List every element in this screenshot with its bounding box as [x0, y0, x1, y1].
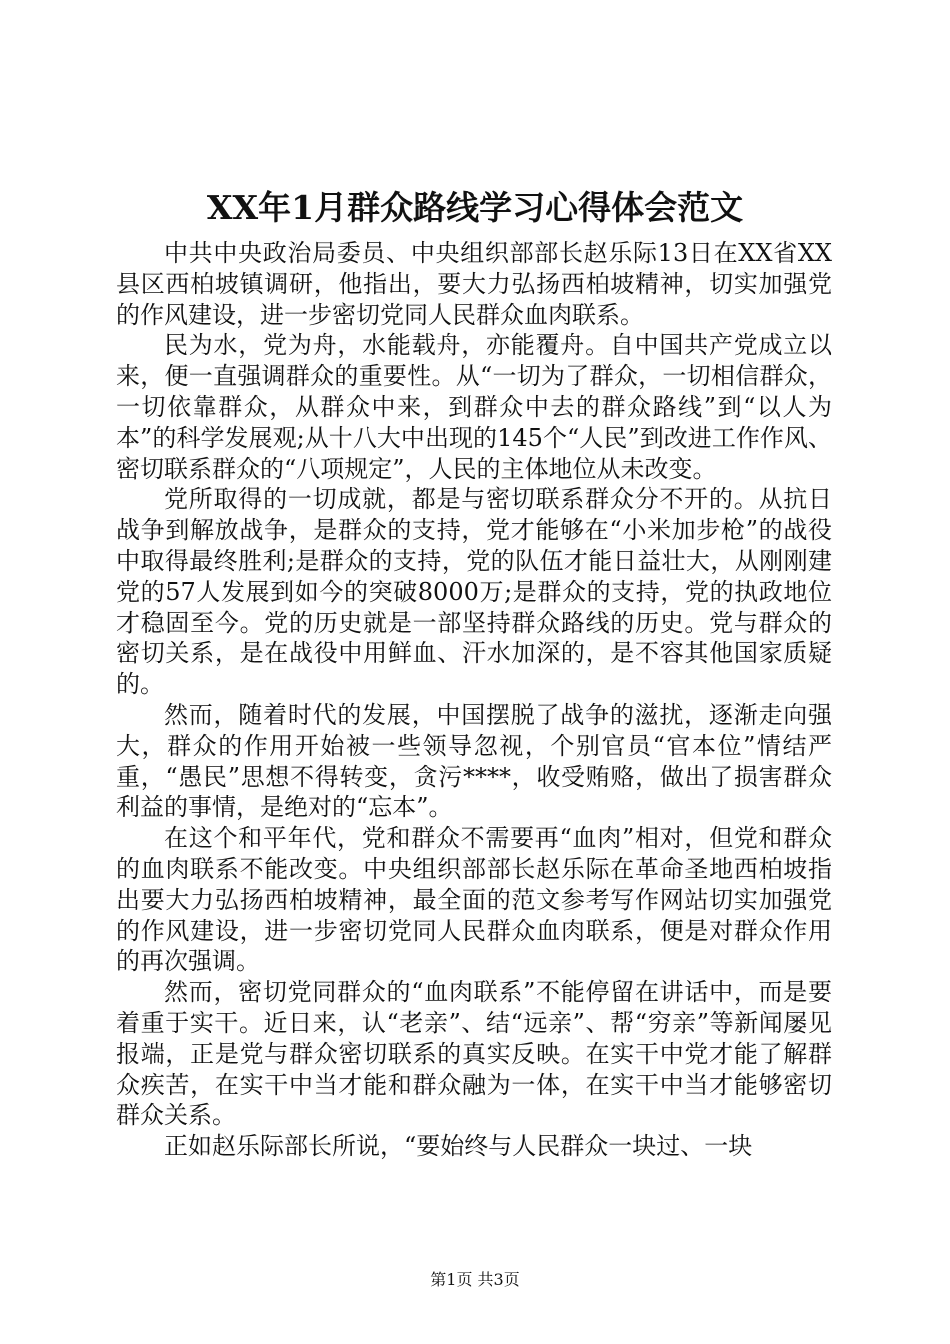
paragraph-3: 党所取得的一切成就，都是与密切联系群众分不开的。从抗日战争到解放战争，是群众的支持，党才能够在“小米加步枪”的战役中取得最终胜利;是群众的支持，党的队伍才能日益壮大，从刚刚建党的57人发展到如今的突破8000万;是群众的支持，党的执政地位才稳固至今。党的历史就是一部坚持群众路线的历史。党与群众的密切关系，是在战役中用鲜血、汗水加深的，是不容其他国家质疑的。	[116, 485, 832, 699]
paragraph-7: 正如赵乐际部长所说，“要始终与人民群众一块过、一块	[164, 1132, 753, 1161]
page-number-footer: 第1页 共3页	[430, 1270, 520, 1289]
paragraph-6: 然而，密切党同群众的“血肉联系”不能停留在讲话中，而是要着重于实干。近日来，认“老亲”、结“远亲”、帮“穷亲”等新闻屡见报端，正是党与群众密切联系的真实反映。在实干中党才能了解群众疾苦，在实干中当才能和群众融为一体，在实干中当才能够密切群众关系。	[116, 978, 832, 1130]
paragraph-5: 在这个和平年代，党和群众不需要再“血肉”相对，但党和群众的血肉联系不能改变。中央组织部部长赵乐际在革命圣地西柏坡指出要大力弘扬西柏坡精神，最全面的范文参考写作网站切实加强党的作风建设，进一步密切党同人民群众血肉联系，便是对群众作用的再次强调。	[116, 824, 832, 976]
paragraph-1: 中共中央政治局委员、中央组织部部长赵乐际13日在XX省XX县区西柏坡镇调研，他指出，要大力弘扬西柏坡精神，切实加强党的作风建设，进一步密切党同人民群众血肉联系。	[116, 239, 832, 329]
paragraph-2: 民为水，党为舟，水能载舟，亦能覆舟。自中国共产党成立以来，便一直强调群众的重要性。从“一切为了群众，一切相信群众，一切依靠群众，从群众中来，到群众中去的群众路线”到“以人为本”的科学发展观;从十八大中出现的145个“人民”到改进工作作风、密切联系群众的“八项规定”，人民的主体地位从未改变。	[116, 331, 832, 483]
document-body	[116, 238, 832, 1162]
paragraph-4: 然而，随着时代的发展，中国摆脱了战争的滋扰，逐渐走向强大，群众的作用开始被一些领导忽视，个别官员“官本位”情结严重，“愚民”思想不得转变，贪污****，收受贿赂，做出了损害群众利益的事情，是绝对的“忘本”。	[116, 700, 832, 822]
document-title: XX年1月群众路线学习心得体会范文	[206, 188, 744, 227]
